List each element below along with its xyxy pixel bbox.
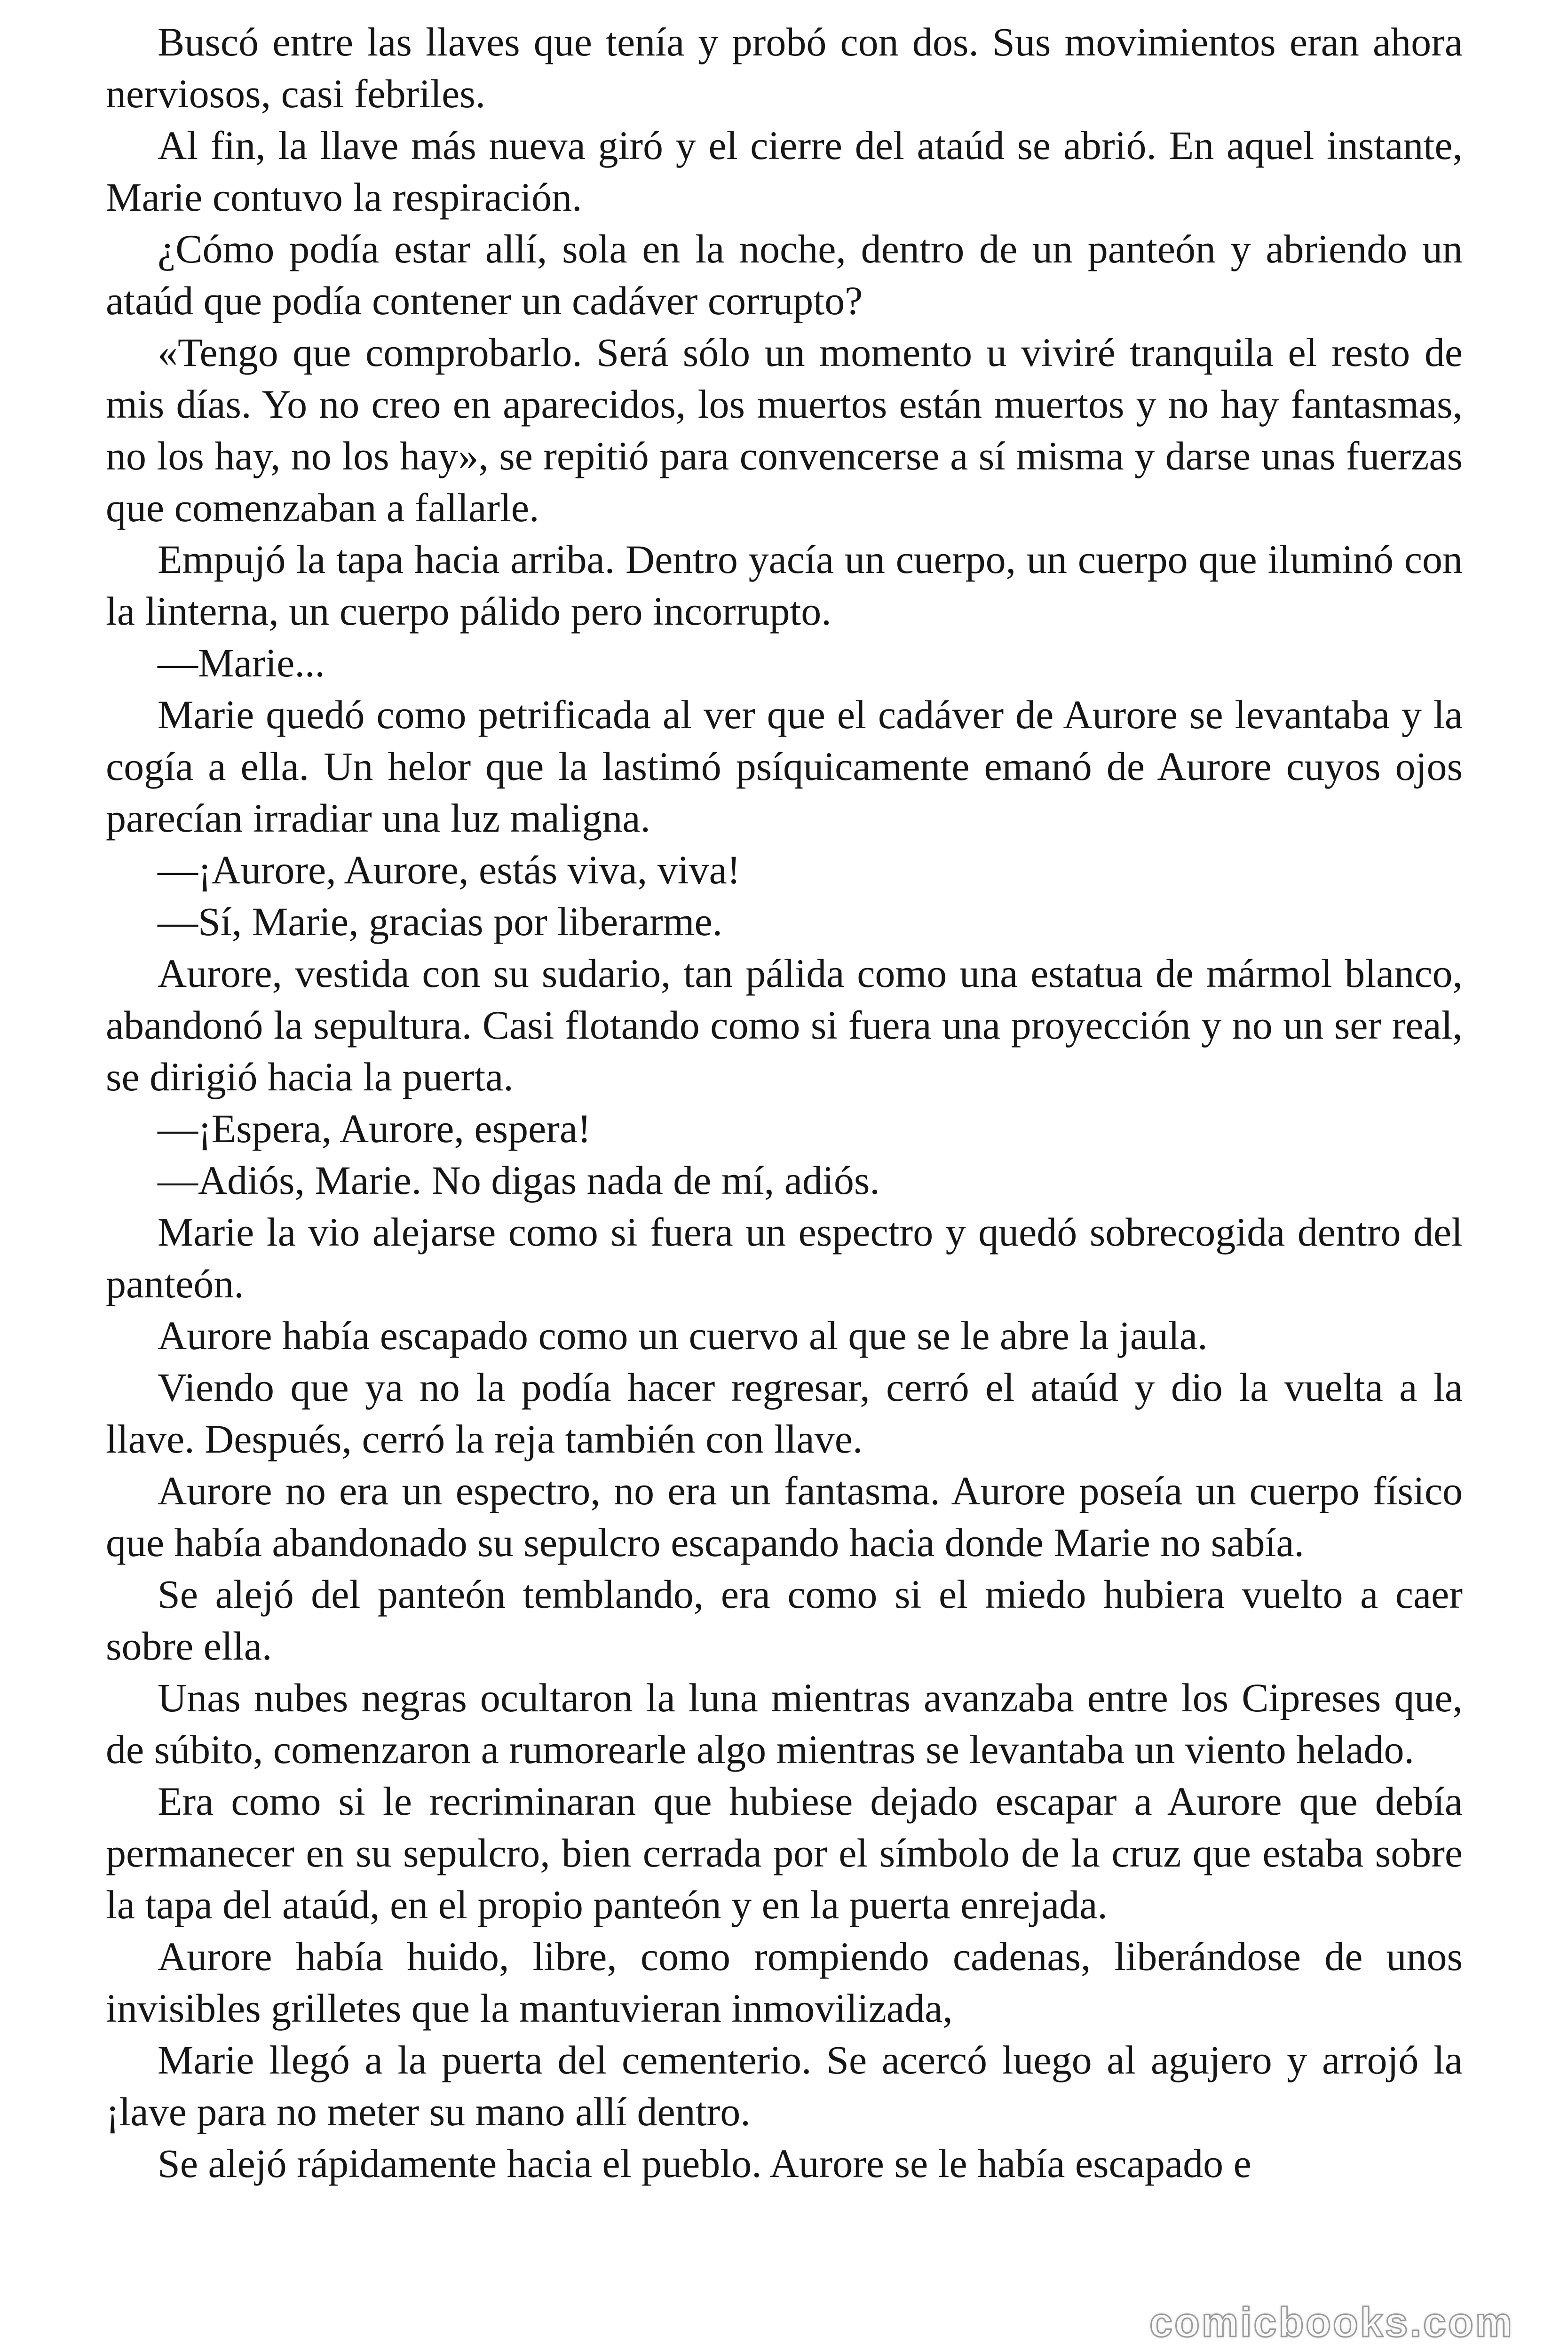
dialogue-line: —Adiós, Marie. No digas nada de mí, adiós. — [158, 1158, 880, 1203]
paragraph: Se alejó del panteón temblando, era como si el miedo hubiera vuelto a caer sobre ella. — [106, 1572, 1463, 1669]
paragraph: Marie llegó a la puerta del cementerio. Se acercó luego al agujero y arrojó la ¡lave para no meter su mano allí dentro. — [106, 2037, 1463, 2134]
dialogue-line: —Marie... — [158, 640, 325, 685]
dialogue-line: —Sí, Marie, gracias por liberarme. — [158, 899, 723, 944]
paragraph: Empujó la tapa hacia arriba. Dentro yacía un cuerpo, un cuerpo que iluminó con la linterna, un cuerpo pálido pero incorrupto. — [106, 537, 1463, 634]
paragraph: Al fin, la llave más nueva giró y el cierre del ataúd se abrió. En aquel instante, Marie contuvo la respiración. — [106, 123, 1463, 220]
paragraph: «Tengo que comprobarlo. Será sólo un momento u viviré tranquila el resto de mis días. Yo no creo en aparecidos, los muertos están muertos y no hay fantasmas, no los hay, no los hay», se repitió para convencerse a sí misma y darse unas fuerzas que comenzaban a fallarle. — [106, 330, 1463, 530]
paragraph: Aurore no era un espectro, no era un fantasma. Aurore poseía un cuerpo físico que había abandonado su sepulcro escapando hacia donde Marie no sabía. — [106, 1468, 1463, 1565]
paragraph: Aurore había huido, libre, como rompiendo cadenas, liberándose de unos invisibles grilletes que la mantuvieran inmovilizada, — [106, 1934, 1463, 2031]
watermark-logo: comicbooks.com — [1149, 2299, 1514, 2345]
dialogue-line: —¡Aurore, Aurore, estás viva, viva! — [158, 847, 741, 892]
paragraph: Unas nubes negras ocultaron la luna mientras avanzaba entre los Cipreses que, de súbito, comenzaron a rumorearle algo mientras se levantaba un viento helado. — [106, 1675, 1463, 1772]
paragraph: Marie la vio alejarse como si fuera un espectro y quedó sobrecogida dentro del panteón. — [106, 1209, 1463, 1306]
dialogue-line: —¡Espera, Aurore, espera! — [158, 1106, 591, 1151]
paragraph: Buscó entre las llaves que tenía y probó con dos. Sus movimientos eran ahora nerviosos, casi febriles. — [106, 19, 1463, 116]
paragraph: Se alejó rápidamente hacia el pueblo. Aurore se le había escapado e — [158, 2141, 1251, 2186]
paragraph: Aurore, vestida con su sudario, tan pálida como una estatua de mármol blanco, abandonó la sepultura. Casi flotando como si fuera una proyección y no un ser real, se dirigió hacia la puerta. — [106, 951, 1463, 1099]
paragraph: ¿Cómo podía estar allí, sola en la noche, dentro de un panteón y abriendo un ataúd que podía contener un cadáver corrupto? — [106, 226, 1463, 323]
paragraph: Era como si le recriminaran que hubiese dejado escapar a Aurore que debía permanecer en su sepulcro, bien cerrada por el símbolo de la cruz que estaba sobre la tapa del ataúd, en el propio panteón y en la puerta enrejada. — [106, 1779, 1463, 1927]
paragraph: Viendo que ya no la podía hacer regresar, cerró el ataúd y dio la vuelta a la llave. Después, cerró la reja también con llave. — [106, 1365, 1463, 1462]
paragraph: Marie quedó como petrificada al ver que el cadáver de Aurore se levantaba y la cogía a ella. Un helor que la lastimó psíquicamente emanó de Aurore cuyos ojos parecían irradiar una luz maligna. — [106, 692, 1463, 841]
paragraph: Aurore había escapado como un cuervo al que se le abre la jaula. — [158, 1313, 1208, 1358]
body-text — [106, 16, 1463, 2189]
